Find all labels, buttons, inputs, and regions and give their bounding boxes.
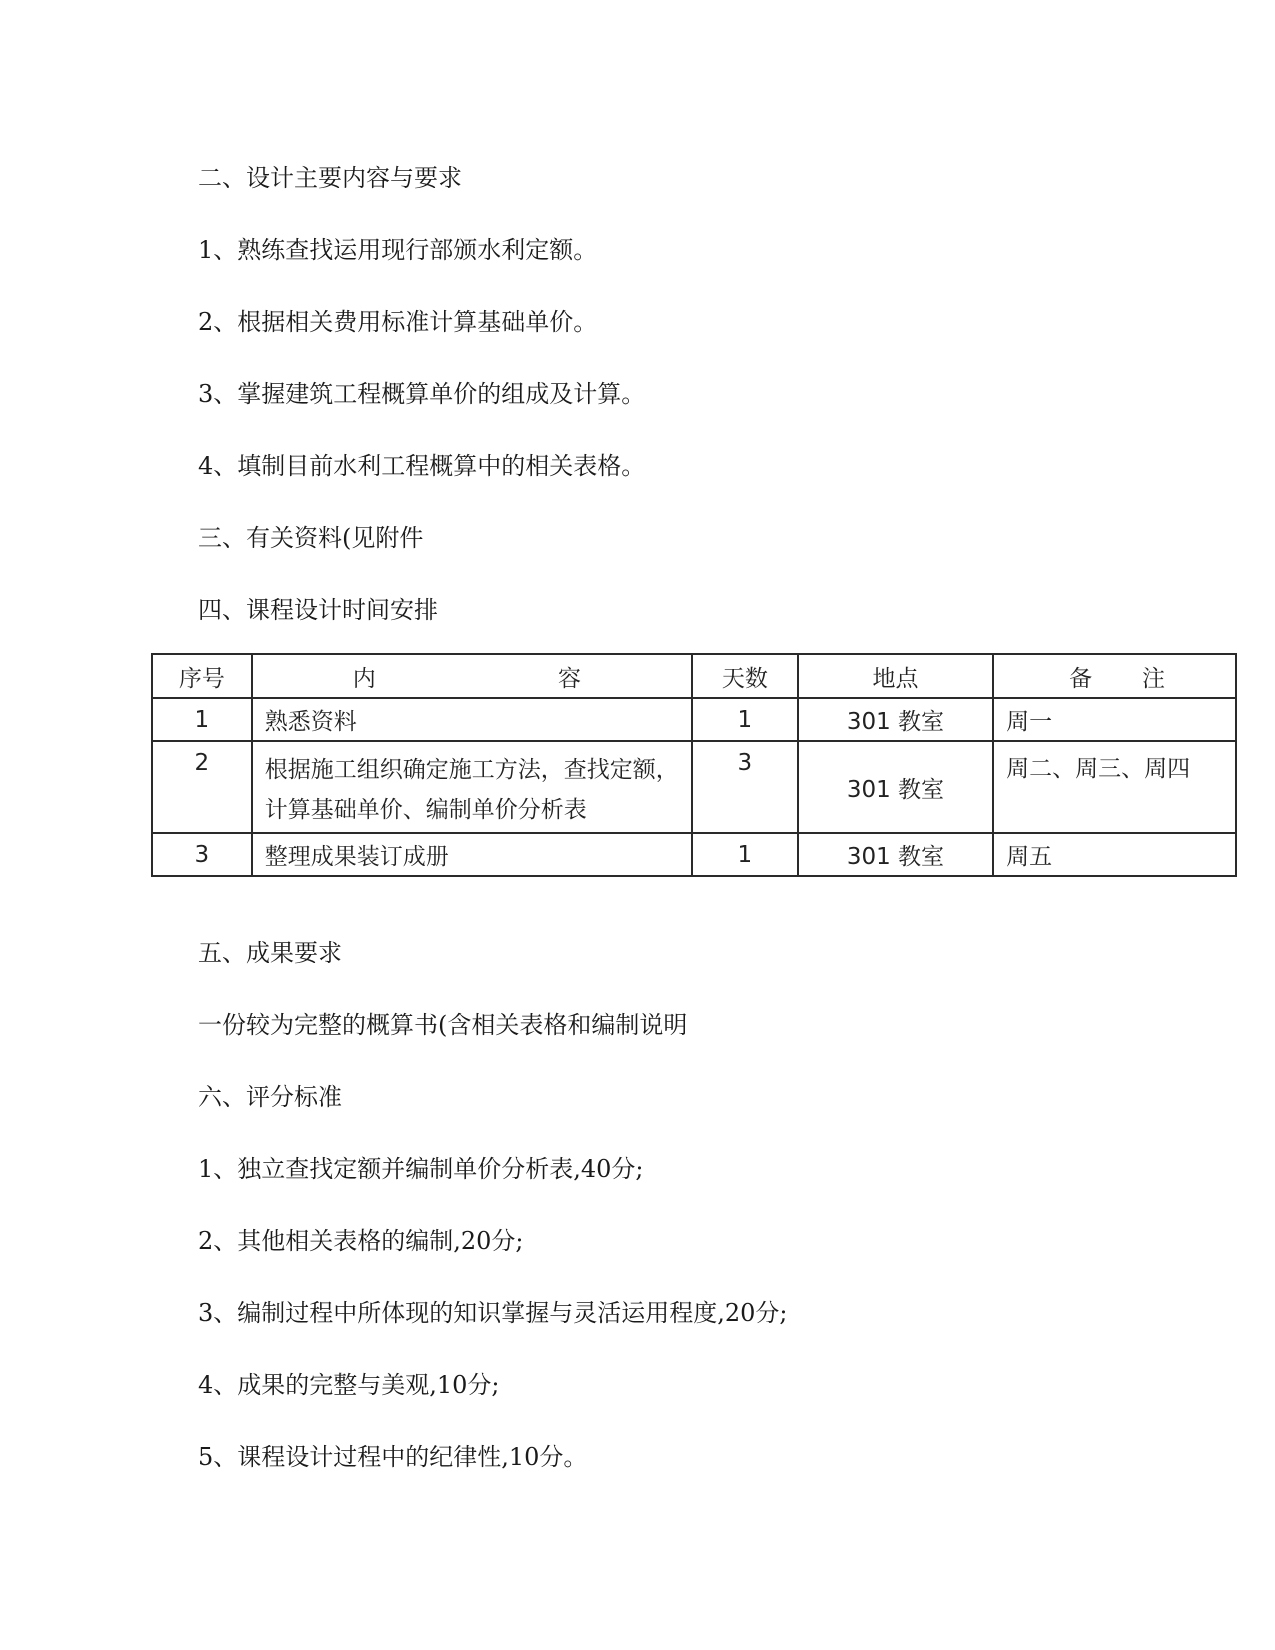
cell-note: 周五 — [993, 833, 1236, 876]
header-note-part-b: 注 — [1142, 665, 1165, 692]
header-note — [993, 654, 1236, 698]
header-place: 地点 — [798, 654, 993, 698]
design-requirement-item: 2、根据相关费用标准计算基础单价。 — [198, 308, 598, 336]
cell-note: 周二、周三、周四 — [993, 741, 1236, 833]
design-requirement-item: 4、填制目前水利工程概算中的相关表格。 — [198, 452, 646, 480]
cell-content: 根据施工组织确定施工方法，查找定额，计算基础单价、编制单价分析表 — [252, 741, 692, 833]
header-note-part-a: 备 — [1069, 665, 1093, 692]
cell-content: 熟悉资料 — [252, 698, 692, 741]
cell-place: 301 教室 — [798, 741, 993, 833]
cell-place: 301 教室 — [798, 698, 993, 741]
cell-content: 整理成果装订成册 — [252, 833, 692, 876]
header-content-part-a: 内 — [352, 665, 376, 692]
section-heading-deliverables: 五、成果要求 — [198, 939, 342, 967]
section-heading-materials: 三、有关资料(见附件 — [198, 524, 424, 552]
table-row — [152, 741, 1236, 833]
cell-days: 1 — [692, 833, 798, 876]
table-header-row — [152, 654, 1236, 698]
grading-item: 3、编制过程中所体现的知识掌握与灵活运用程度,20分; — [198, 1299, 788, 1327]
cell-place: 301 教室 — [798, 833, 993, 876]
grading-item: 1、独立查找定额并编制单价分析表,40分; — [198, 1155, 644, 1183]
header-content — [252, 654, 692, 698]
schedule-table — [151, 653, 1237, 877]
header-content-part-b: 容 — [558, 665, 582, 692]
header-no: 序号 — [152, 654, 252, 698]
section-heading-design-content: 二、设计主要内容与要求 — [198, 164, 462, 192]
grading-item: 4、成果的完整与美观,10分; — [198, 1371, 500, 1399]
header-days: 天数 — [692, 654, 798, 698]
design-requirement-item: 1、熟练查找运用现行部颁水利定额。 — [198, 236, 598, 264]
design-requirement-item: 3、掌握建筑工程概算单价的组成及计算。 — [198, 380, 646, 408]
cell-no: 3 — [152, 833, 252, 876]
section-heading-grading: 六、评分标准 — [198, 1083, 342, 1111]
grading-item: 5、课程设计过程中的纪律性,10分。 — [198, 1443, 588, 1471]
grading-item: 2、其他相关表格的编制,20分; — [198, 1227, 524, 1255]
cell-no: 2 — [152, 741, 252, 833]
cell-note: 周一 — [993, 698, 1236, 741]
section-heading-schedule: 四、课程设计时间安排 — [198, 596, 438, 624]
cell-days: 1 — [692, 698, 798, 741]
cell-no: 1 — [152, 698, 252, 741]
deliverables-text: 一份较为完整的概算书(含相关表格和编制说明 — [198, 1011, 688, 1039]
cell-days: 3 — [692, 741, 798, 833]
table-row — [152, 698, 1236, 741]
table-row — [152, 833, 1236, 876]
